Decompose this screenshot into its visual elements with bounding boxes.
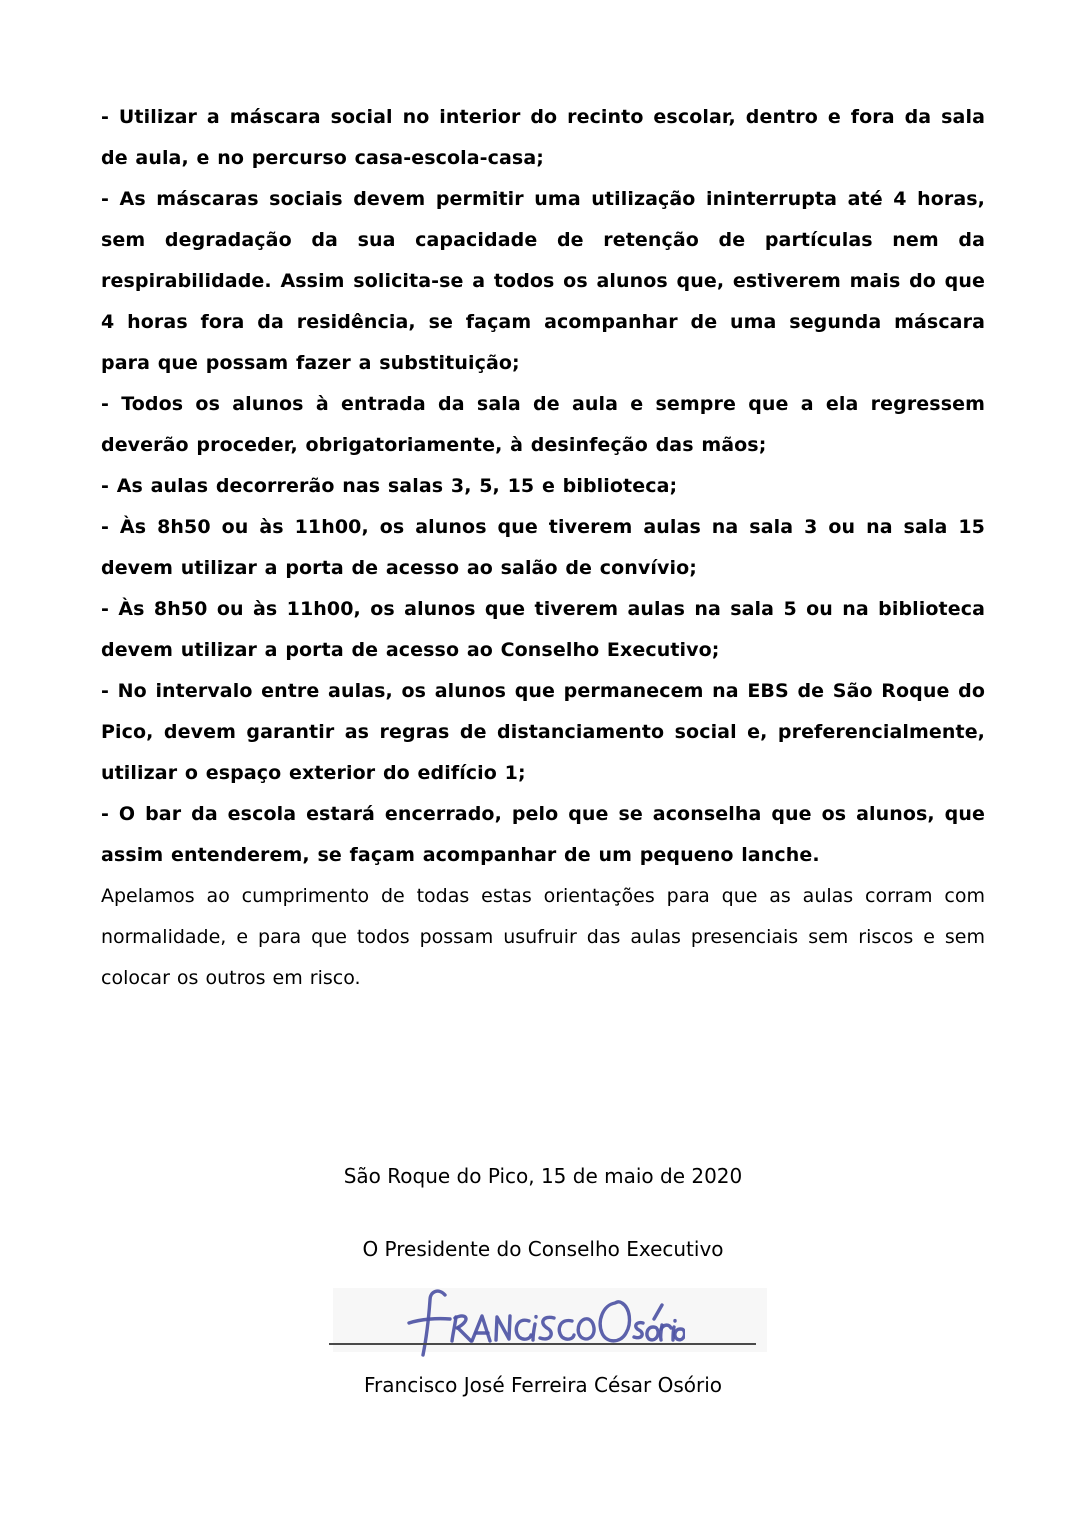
- text-line: Pico, devem garantir as regras de distanciamento social e, preferencialmente,: [101, 721, 985, 743]
- text-line: utilizar o espaço exterior do edifício 1;: [101, 762, 526, 784]
- text-line: devem utilizar a porta de acesso ao Conselho Executivo;: [101, 639, 720, 661]
- text-line: - As máscaras sociais devem permitir uma utilização ininterrupta até 4 horas,: [101, 188, 985, 210]
- text-line: - O bar da escola estará encerrado, pelo que se aconselha que os alunos, que: [101, 803, 985, 825]
- text-line: devem utilizar a porta de acesso ao salão de convívio;: [101, 557, 697, 579]
- place-date-line: São Roque do Pico, 15 de maio de 2020: [343, 1164, 743, 1188]
- document-body: [101, 97, 985, 999]
- signature-line: [329, 1343, 756, 1345]
- text-line: - No intervalo entre aulas, os alunos que permanecem na EBS de São Roque do: [101, 680, 985, 702]
- signature-handwriting: [395, 1283, 685, 1363]
- text-line: - Todos os alunos à entrada da sala de aula e sempre que a ela regressem: [101, 393, 985, 415]
- signed-name-line: Francisco José Ferreira César Osório: [364, 1373, 722, 1397]
- text-line: normalidade, e para que todos possam usufruir das aulas presenciais sem riscos e sem: [101, 926, 985, 948]
- text-line: de aula, e no percurso casa-escola-casa;: [101, 147, 544, 169]
- text-line: deverão proceder, obrigatoriamente, à desinfeção das mãos;: [101, 434, 767, 456]
- text-line: Apelamos ao cumprimento de todas estas orientações para que as aulas corram com: [101, 885, 985, 907]
- text-line: para que possam fazer a substituição;: [101, 352, 520, 374]
- text-line: 4 horas fora da residência, se façam acompanhar de uma segunda máscara: [101, 311, 985, 333]
- text-line: colocar os outros em risco.: [101, 967, 361, 989]
- text-line: - Às 8h50 ou às 11h00, os alunos que tiverem aulas na sala 3 ou na sala 15: [101, 516, 985, 538]
- text-line: sem degradação da sua capacidade de retenção de partículas nem da: [101, 229, 985, 251]
- text-line: - Utilizar a máscara social no interior do recinto escolar, dentro e fora da sala: [101, 106, 985, 128]
- text-line: assim entenderem, se façam acompanhar de um pequeno lanche.: [101, 844, 820, 866]
- text-line: - Às 8h50 ou às 11h00, os alunos que tiverem aulas na sala 5 ou na biblioteca: [101, 598, 985, 620]
- signer-role-line: O Presidente do Conselho Executivo: [362, 1237, 724, 1261]
- text-line: respirabilidade. Assim solicita-se a todos os alunos que, estiverem mais do que: [101, 270, 985, 292]
- text-line: - As aulas decorrerão nas salas 3, 5, 15 e biblioteca;: [101, 475, 678, 497]
